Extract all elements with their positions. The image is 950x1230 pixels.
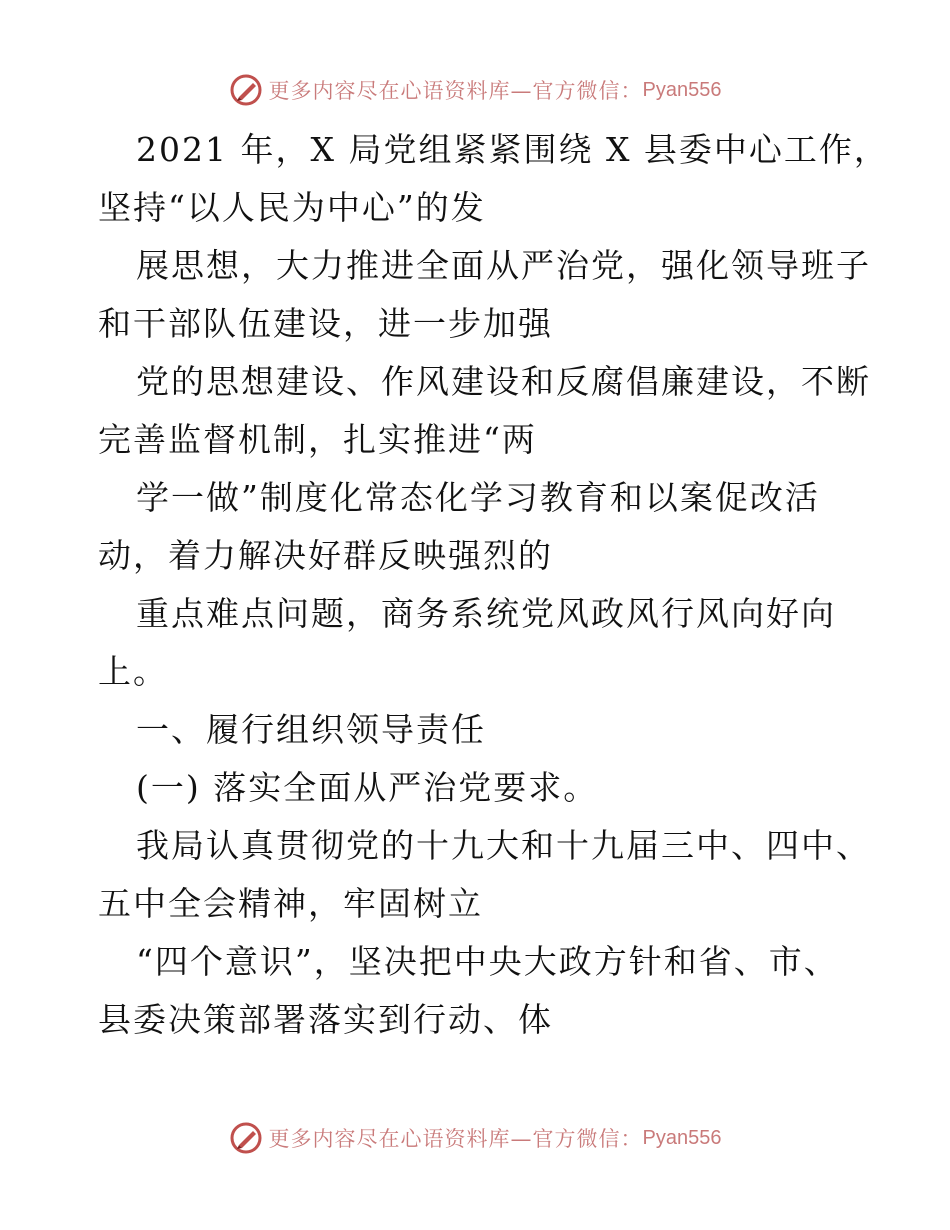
text-line: 我局认真贯彻党的十九大和十九届三中、四中、 [136, 826, 871, 865]
watermark-text: 更多内容尽在心语资料库—官方微信： [268, 1127, 643, 1151]
document-body [98, 121, 889, 1049]
text-line: 2021 年，X 局党组紧紧围绕 X 县委中心工作， [136, 130, 889, 169]
text-line: 完善监督机制，扎实推进“两 [98, 420, 537, 459]
pen-logo-icon [229, 1121, 263, 1155]
text-line: 展思想，大力推进全面从严治党，强化领导班子 [136, 246, 871, 285]
watermark-wechat-id: Pyan556 [642, 78, 722, 101]
text-line: 上。 [98, 652, 168, 691]
text-line: 和干部队伍建设，进一步加强 [98, 304, 553, 343]
header-watermark [0, 70, 950, 110]
subsection-heading: (一) 落实全面从严治党要求。 [136, 768, 599, 807]
text-line: 学一做”制度化常态化学习教育和以案促改活 [136, 478, 820, 517]
text-line: 动，着力解决好群反映强烈的 [98, 536, 553, 575]
section-heading: 一、履行组织领导责任 [136, 710, 486, 749]
text-line: 重点难点问题，商务系统党风政风行风向好向 [136, 594, 836, 633]
watermark-wechat-id: Pyan556 [642, 1126, 722, 1149]
text-line: 县委决策部署落实到行动、体 [98, 1000, 553, 1039]
pen-logo-icon [229, 73, 263, 107]
text-line: “四个意识”，坚决把中央大政方针和省、市、 [136, 942, 839, 981]
text-line: 党的思想建设、作风建设和反腐倡廉建设，不断 [136, 362, 871, 401]
watermark-text: 更多内容尽在心语资料库—官方微信： [268, 79, 643, 103]
text-line: 五中全会精神，牢固树立 [98, 884, 483, 923]
text-line: 坚持“以人民为中心”的发 [98, 188, 486, 227]
footer-watermark [0, 1118, 950, 1158]
